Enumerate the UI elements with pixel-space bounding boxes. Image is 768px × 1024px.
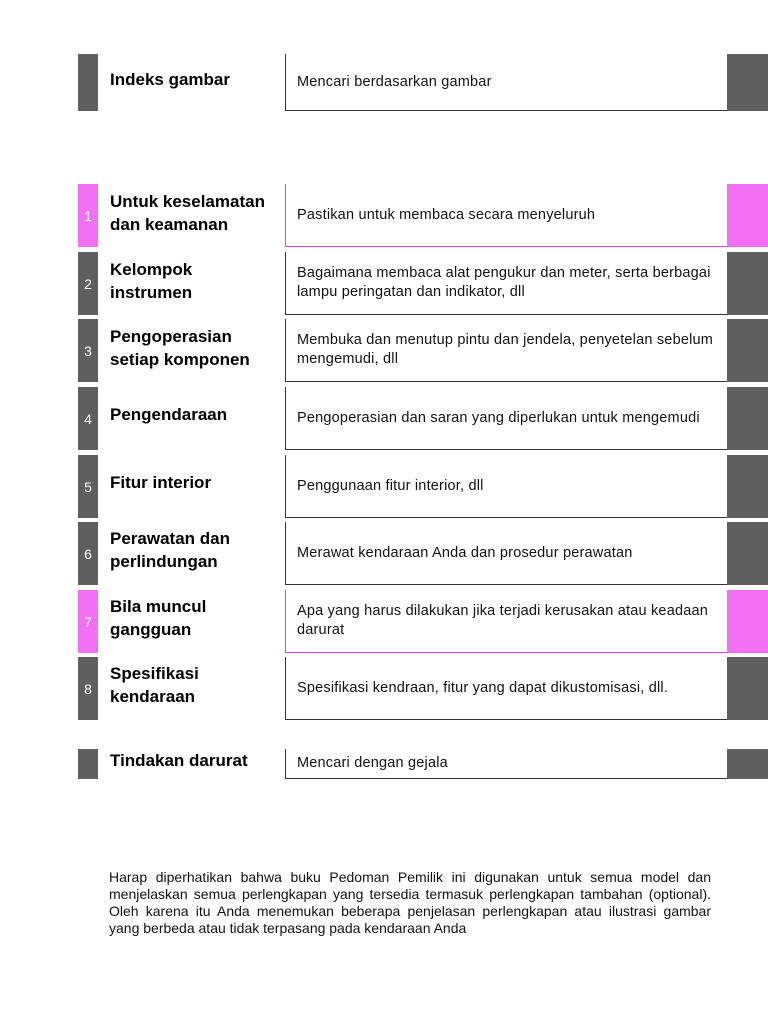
chapter-row-1[interactable] xyxy=(0,184,768,247)
chapter-title-line1: Untuk keselamatan xyxy=(110,192,265,211)
emergency-row[interactable] xyxy=(0,749,768,779)
chapter-title xyxy=(110,258,192,304)
chapter-title xyxy=(110,471,211,494)
chapter-title-line1: Pengoperasian xyxy=(110,327,232,346)
chapter-description: Penggunaan fitur interior, dll xyxy=(285,455,727,518)
chapter-title-line1: Spesifikasi xyxy=(110,664,199,683)
emergency-right-tab[interactable] xyxy=(727,749,768,779)
chapter-title-line2: kendaraan xyxy=(110,687,196,706)
emergency-left-tab xyxy=(78,749,98,779)
owner-manual-note: Harap diperhatikan bahwa buku Pedoman Pemilik ini digunakan untuk semua model dan menjelaskan semua perlengkapan yang tersedia termasuk perlengkapan tambahan (optional). Oleh karena itu Anda menemukan beberapa penjelasan perlengkapan atau ilustrasi gambar yang berbeda atau tidak terpasang pada kendaraan Anda xyxy=(109,869,711,936)
chapter-title-line2: perlindungan xyxy=(110,552,218,571)
chapter-title xyxy=(110,403,227,426)
chapter-right-tab[interactable] xyxy=(727,590,768,653)
chapter-row-5[interactable] xyxy=(0,455,768,518)
chapter-right-tab[interactable] xyxy=(727,387,768,450)
chapter-title xyxy=(110,325,250,371)
chapter-number: 1 xyxy=(78,184,98,247)
chapter-number: 2 xyxy=(78,252,98,315)
chapter-number: 6 xyxy=(78,522,98,585)
chapter-number: 8 xyxy=(78,657,98,720)
chapter-number: 4 xyxy=(78,387,98,450)
chapter-title xyxy=(110,595,206,641)
chapter-title-line2: dan keamanan xyxy=(110,215,229,234)
chapter-description: Bagaimana membaca alat pengukur dan meter, serta berbagai lampu peringatan dan indikator, dll xyxy=(285,252,727,315)
chapter-right-tab[interactable] xyxy=(727,319,768,382)
chapter-title-line2: setiap komponen xyxy=(110,350,250,369)
chapter-title-line1: Fitur interior xyxy=(110,473,212,492)
index-left-tab xyxy=(78,54,98,111)
chapter-description: Membuka dan menutup pintu dan jendela, penyetelan sebelum mengemudi, dll xyxy=(285,319,727,382)
chapter-title-line1: Kelompok xyxy=(110,260,193,279)
chapter-number: 3 xyxy=(78,319,98,382)
chapter-title xyxy=(110,662,199,708)
emergency-description: Mencari dengan gejala xyxy=(285,749,727,779)
chapter-title xyxy=(110,190,265,236)
index-right-tab[interactable] xyxy=(727,54,768,111)
index-row[interactable] xyxy=(0,54,768,111)
chapter-title-line2: instrumen xyxy=(110,283,193,302)
chapter-description: Apa yang harus dilakukan jika terjadi kerusakan atau keadaan darurat xyxy=(285,590,727,653)
chapter-number: 5 xyxy=(78,455,98,518)
chapter-row-7[interactable] xyxy=(0,590,768,653)
chapter-description: Merawat kendaraan Anda dan prosedur perawatan xyxy=(285,522,727,585)
chapter-description: Spesifikasi kendraan, fitur yang dapat dikustomisasi, dll. xyxy=(285,657,727,720)
chapter-row-8[interactable] xyxy=(0,657,768,720)
chapter-row-6[interactable] xyxy=(0,522,768,585)
chapter-title-line2: gangguan xyxy=(110,620,192,639)
chapter-description: Pastikan untuk membaca secara menyeluruh xyxy=(285,184,727,247)
chapter-title-line1: Bila muncul xyxy=(110,597,207,616)
chapter-right-tab[interactable] xyxy=(727,455,768,518)
index-title: Indeks gambar xyxy=(110,70,230,89)
chapter-right-tab[interactable] xyxy=(727,657,768,720)
chapter-right-tab[interactable] xyxy=(727,252,768,315)
chapter-right-tab[interactable] xyxy=(727,184,768,247)
chapter-number: 7 xyxy=(78,590,98,653)
chapter-title xyxy=(110,527,230,573)
chapter-row-3[interactable] xyxy=(0,319,768,382)
chapter-row-2[interactable] xyxy=(0,252,768,315)
chapter-title-line1: Perawatan dan xyxy=(110,529,230,548)
index-description: Mencari berdasarkan gambar xyxy=(285,54,727,111)
chapter-right-tab[interactable] xyxy=(727,522,768,585)
chapter-description: Pengoperasian dan saran yang diperlukan untuk mengemudi xyxy=(285,387,727,450)
chapter-row-4[interactable] xyxy=(0,387,768,450)
chapter-title-line1: Pengendaraan xyxy=(110,405,228,424)
emergency-title: Tindakan darurat xyxy=(110,751,248,770)
